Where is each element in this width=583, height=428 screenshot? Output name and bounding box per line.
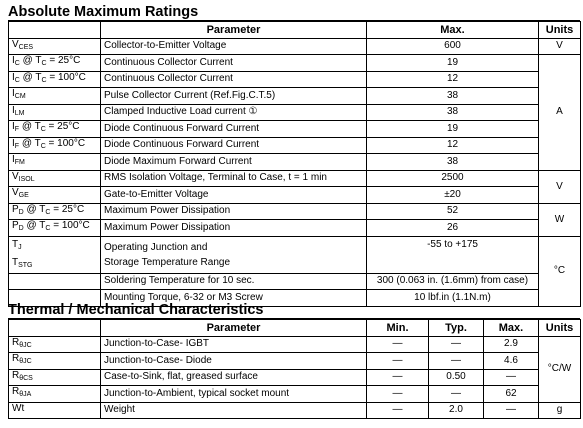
parameter-cell: Collector-to-Emitter Voltage — [101, 38, 367, 55]
symbol-cell: $P_D$ @ $T_C = 25^\circ C$ — [9, 203, 101, 220]
min-cell: — — [367, 402, 429, 419]
symbol-cell — [9, 273, 101, 290]
symbol-cell: $V_{CES}$ — [9, 38, 101, 55]
units-cell: g — [539, 402, 581, 419]
max-cell: 2500 — [367, 170, 539, 187]
table-row — [9, 154, 581, 171]
parameter-cell: Diode Maximum Forward Current — [101, 154, 367, 171]
parameter-cell: Continuous Collector Current — [101, 55, 367, 72]
parameter-cell: Clamped Inductive Load current ① — [101, 104, 367, 121]
typ-cell: — — [429, 336, 484, 353]
table-row — [9, 104, 581, 121]
min-cell: — — [367, 353, 429, 370]
max-cell: 19 — [367, 121, 539, 138]
abs-col-symbol — [9, 22, 101, 39]
thermal-col-units: Units — [539, 320, 581, 337]
symbol-cell: $R_{\theta JC}$ — [9, 336, 101, 353]
parameter-cell: RMS Isolation Voltage, Terminal to Case, t = 1 min — [101, 170, 367, 187]
parameter-cell: Pulse Collector Current (Ref.Fig.C.T.5) — [101, 88, 367, 105]
max-cell: 62 — [484, 386, 539, 403]
thermal-heading: Thermal / Mechanical Characteristics — [8, 302, 264, 318]
parameter-cell: Maximum Power Dissipation — [101, 220, 367, 237]
abs-header-row — [9, 22, 581, 39]
thermal-table — [8, 319, 581, 419]
abs-col-units: Units — [539, 22, 581, 39]
abs-col-parameter: Parameter — [101, 22, 367, 39]
parameter-cell: Mounting Torque, 6-32 or M3 Screw — [101, 290, 367, 307]
typ-cell: — — [429, 353, 484, 370]
parameter-cell: Diode Continuous Forward Current — [101, 121, 367, 138]
max-cell: ±20 — [367, 187, 539, 204]
thermal-header-row — [9, 320, 581, 337]
symbol-cell: $I_{LM}$ — [9, 104, 101, 121]
typ-cell: 0.50 — [429, 369, 484, 386]
symbol-cell: $I_F$ @ $T_C = 25^\circ C$ — [9, 121, 101, 138]
units-cell: °C — [539, 236, 581, 306]
parameter-cell: Junction-to-Ambient, typical socket mount — [101, 386, 367, 403]
parameter-cell: Junction-to-Case- IGBT — [101, 336, 367, 353]
symbol-cell: $I_C$ @ $T_C = 25^\circ C$ — [9, 55, 101, 72]
table-row — [9, 187, 581, 204]
parameter-cell: Diode Continuous Forward Current — [101, 137, 367, 154]
symbol-cell: $I_{FM}$ — [9, 154, 101, 171]
max-cell: — — [484, 369, 539, 386]
max-cell: 38 — [367, 154, 539, 171]
symbol-cell: $P_D$ @ $T_C = 100^\circ C$ — [9, 220, 101, 237]
parameter-cell: Weight — [101, 402, 367, 419]
max-cell: -55 to +175 — [367, 236, 539, 273]
max-cell: 38 — [367, 88, 539, 105]
table-row — [9, 336, 581, 353]
parameter-cell: Continuous Collector Current — [101, 71, 367, 88]
table-row — [9, 121, 581, 138]
symbol-cell: Wt — [9, 402, 101, 419]
units-cell: °C/W — [539, 336, 581, 402]
symbol-cell: $I_{CM}$ — [9, 88, 101, 105]
thermal-col-symbol — [9, 320, 101, 337]
max-cell: 10 lbf.in (1.1N.m) — [367, 290, 539, 307]
table-row — [9, 236, 581, 273]
max-cell: 26 — [367, 220, 539, 237]
min-cell: — — [367, 386, 429, 403]
symbol-cell: $V_{ISOL}$ — [9, 170, 101, 187]
parameter-cell: Case-to-Sink, flat, greased surface — [101, 369, 367, 386]
min-cell: — — [367, 336, 429, 353]
table-row — [9, 55, 581, 72]
table-row — [9, 386, 581, 403]
abs-col-max: Max. — [367, 22, 539, 39]
symbol-cell: $V_{GE}$ — [9, 187, 101, 204]
table-row — [9, 88, 581, 105]
max-cell: 19 — [367, 55, 539, 72]
parameter-cell: Gate-to-Emitter Voltage — [101, 187, 367, 204]
max-cell: 2.9 — [484, 336, 539, 353]
thermal-col-parameter: Parameter — [101, 320, 367, 337]
symbol-cell: $R_{\theta CS}$ — [9, 369, 101, 386]
parameter-cell: Soldering Temperature for 10 sec. — [101, 273, 367, 290]
max-cell: 4.6 — [484, 353, 539, 370]
table-row — [9, 203, 581, 220]
thermal-col-typ: Typ. — [429, 320, 484, 337]
max-cell: 12 — [367, 71, 539, 88]
table-row — [9, 38, 581, 55]
table-row — [9, 402, 581, 419]
abs-max-heading: Absolute Maximum Ratings — [8, 4, 199, 20]
parameter-cell: Operating Junction and Storage Temperature Range — [101, 236, 367, 273]
abs-max-table — [8, 21, 581, 307]
table-row — [9, 170, 581, 187]
symbol-cell: $I_C$ @ $T_C = 100^\circ C$ — [9, 71, 101, 88]
max-cell: 300 (0.063 in. (1.6mm) from case) — [367, 273, 539, 290]
max-cell: 12 — [367, 137, 539, 154]
max-cell: — — [484, 402, 539, 419]
table-row — [9, 220, 581, 237]
parameter-cell: Maximum Power Dissipation — [101, 203, 367, 220]
max-cell: 38 — [367, 104, 539, 121]
symbol-cell: $R_{\theta JA}$ — [9, 386, 101, 403]
table-row — [9, 137, 581, 154]
table-row — [9, 71, 581, 88]
min-cell: — — [367, 369, 429, 386]
parameter-cell: Junction-to-Case- Diode — [101, 353, 367, 370]
units-cell: W — [539, 203, 581, 236]
units-cell: A — [539, 55, 581, 171]
table-row — [9, 273, 581, 290]
table-row — [9, 353, 581, 370]
typ-cell: 2.0 — [429, 402, 484, 419]
max-cell: 52 — [367, 203, 539, 220]
table-row — [9, 369, 581, 386]
typ-cell: — — [429, 386, 484, 403]
max-cell: 600 — [367, 38, 539, 55]
symbol-cell: $T_J$ $T_{STG}$ — [9, 236, 101, 273]
thermal-col-max: Max. — [484, 320, 539, 337]
symbol-cell: $I_F$ @ $T_C = 100^\circ C$ — [9, 137, 101, 154]
symbol-cell: $R_{\theta JC}$ — [9, 353, 101, 370]
units-cell: V — [539, 170, 581, 203]
units-cell: V — [539, 38, 581, 55]
thermal-col-min: Min. — [367, 320, 429, 337]
